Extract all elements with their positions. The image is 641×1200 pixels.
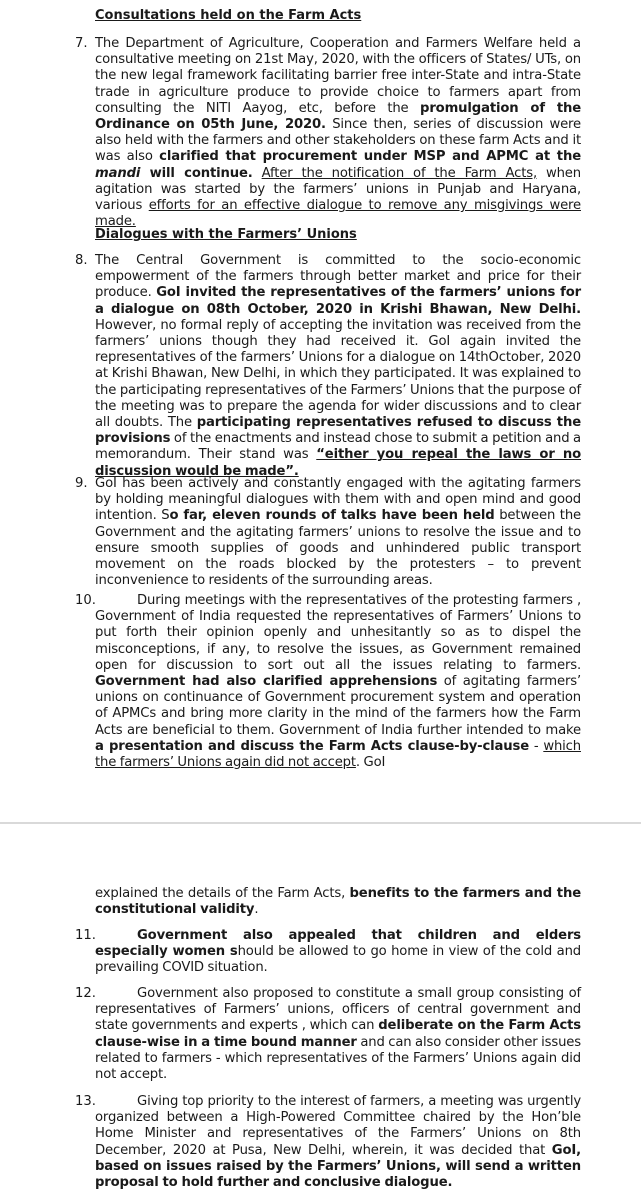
text-run: During meetings with the representatives of the protesting farmers , Government of India requested the representatives of Farmers’ Unions to put forth their opinion openly and unhesitantly so as to dispel the misconceptions, if any, to resolve the issues, as Government remained open for discussion to sort out all the issues relating to farmers. [95,593,581,673]
text-run: However, no formal reply of accepting the invitation was received from the farmers’ unions though they had received it. GoI again invited the representatives of the farmers’ Unions for a dialogue on 14thOctober, 2020 at Krishi Bhawan, New Delhi, in which they participated. It was explained to the participating representatives of the Farmers’ Unions that the purpose of the meeting was to prepare the agenda for wider discussions and to clear all doubts. The [95,317,581,431]
paragraph-body [95,476,581,589]
text-run: mandi [95,165,141,181]
text-run [253,166,262,181]
text-run: The Central Government is committed to the socio-economic empowerment of the farmers through better market and price for their produce. [95,253,581,301]
text-run: Government also proposed to constitute a small group consisting of representatives of Farmers’ unions, officers of central government and state governments and experts , which can [95,986,581,1034]
paragraph-body [95,928,581,977]
paragraph-number: 7. [75,36,88,51]
text-run: of the enactments and instead chose to submit a petition and a memorandum. Their stand was [95,431,581,463]
text-run: Government also appealed that children and elders especially women s [95,928,581,960]
text-run: participating representatives refused to discuss the provisions [95,415,581,447]
text-run: which the farmers’ Unions again did not accept [95,738,581,771]
paragraph-body [95,1094,581,1191]
text-run: GoI has been actively and constantly engaged with the agitating farmers by holding meaningful dialogues with them with and open mind and good intention. S [95,476,581,524]
text-run: Government had also clarified apprehensions [95,674,438,690]
paragraph-body [95,36,581,230]
paragraph-body [95,886,581,918]
text-run: between the Government and the agitating farmers’ unions to resolve the issue and to ensure smooth supplies of goods and unhindered public transport movement on the roads blocked by the protesters – to prevent inconvenience to residents of the surrounding areas. [95,508,581,589]
text-run: After the notification of the Farm Acts, [261,165,537,181]
text-run: efforts for an effective dialogue to remove any misgivings were made. [95,198,581,230]
paragraph-number: 12. [75,986,96,1001]
text-run: The Department of Agriculture, Cooperation and Farmers Welfare held a consultative meeting on 21st May, 2020, with the officers of States/ UTs, on the new legal framework facilitating barrier free inter-State and intra-State trade in agriculture produce to provide choice to farmers apart from consulting the NITI Aayog, etc, before the [95,36,581,116]
text-run: and can also consider other issues related to farmers - which representatives of the Farmers’ Unions again did not accept. [95,1034,581,1083]
text-run: clarified that procurement under MSP and APMC at the [159,149,581,165]
text-run: a presentation and discuss the Farm Acts clause-by-clause [95,738,530,754]
paragraph-number: 10. [75,593,96,608]
text-run: explained the details of the Farm Acts, [95,886,350,901]
document-page-2 [0,824,641,1200]
text-run: hould be allowed to go home in view of the cold and prevailing COVID situation. [95,944,581,976]
paragraph-number: 11. [75,928,96,943]
text-run: o far, eleven rounds of talks have been held [169,508,495,524]
text-run: benefits to the farmers and the constitutional validity [95,886,581,918]
text-run: “either you repeal the laws or no discussion would be made”. [95,447,582,479]
text-run: promulgation of the Ordinance on 05th June, 2020. [95,100,582,133]
text-run: of agitating farmers’ unions on continuance of Government procurement system and operation of APMCs and bring more clarity in the mind of the farmers how the Farm Acts are beneficial to them. Government of India further intended to make [95,674,581,738]
paragraph-number: 9. [75,476,88,491]
text-run: Giving top priority to the interest of farmers, a meeting was urgently organized between a High-Powered Committee chaired by the Hon’ble Home Minister and representatives of the Farmers’ Unions on 8th December, 2020 at Pusa, New Delhi, wherein, it was decided that [95,1094,581,1158]
text-run: GoI invited the representatives of the farmers’ unions for a dialogue on 08th October, 2020 in Krishi Bhawan, New Delhi. [95,285,581,317]
paragraph-number: 8. [75,253,88,268]
text-run: when agitation was started by the farmers’ unions in Punjab and Haryana, various [95,165,581,214]
text-run: deliberate on the Farm Acts clause-wise in a time bound manner [95,1018,581,1050]
paragraph-body [95,593,581,771]
text-run: will continue. [140,165,253,181]
section-heading-consultations: Consultations held on the Farm Acts [95,8,362,23]
text-run: . [254,902,259,918]
text-run: Since then, series of discussion were also held with the farmers and other stakeholders on these farm Acts and it was also [95,117,581,165]
paragraph-body [95,253,581,480]
section-heading-dialogues: Dialogues with the Farmers’ Unions [95,227,357,242]
paragraph-number: 13. [75,1094,96,1109]
paragraph-body [95,986,581,1083]
text-run: . GoI [355,755,386,771]
text-run: - [529,738,544,754]
text-run: GoI, based on issues raised by the Farmers’ Unions, will send a written proposal to hold further and conclusive dialogue. [95,1142,581,1191]
